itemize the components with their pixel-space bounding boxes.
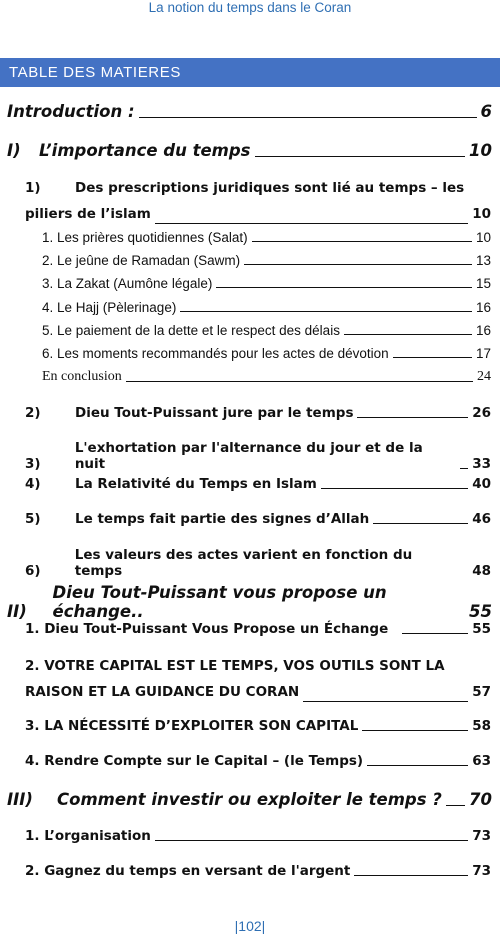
toc-subentry[interactable] — [42, 276, 491, 291]
leader-line — [362, 730, 468, 731]
leader-line — [460, 468, 468, 469]
toc-entry-section-1[interactable] — [7, 141, 492, 160]
toc-banner: TABLE DES MATIERES — [0, 58, 500, 87]
toc-page: 58 — [472, 718, 491, 734]
toc-entry-1-1[interactable] — [25, 175, 491, 227]
leader-line — [393, 357, 472, 358]
toc-page: 63 — [472, 753, 491, 769]
leader-line — [354, 875, 468, 876]
toc-subentry[interactable] — [42, 230, 491, 245]
leader-line — [155, 223, 468, 224]
toc-page: 6 — [480, 102, 492, 121]
toc-label: Introduction : — [7, 102, 135, 121]
toc-page: 33 — [472, 456, 491, 472]
toc-label: 1. L’organisation — [25, 828, 151, 844]
leader-line — [180, 311, 472, 312]
toc-page: 16 — [475, 300, 491, 315]
toc-page: 10 — [475, 230, 491, 245]
toc-page: 73 — [472, 828, 491, 844]
toc-subentry[interactable] — [42, 300, 491, 315]
toc-label: 4. Rendre Compte sur le Capital – (le Temps) — [25, 753, 364, 769]
toc-label-line1: 2. VOTRE CAPITAL EST LE TEMPS, VOS OUTILS SONT LA — [25, 658, 445, 674]
toc-entry-introduction[interactable] — [7, 102, 492, 121]
toc-page: 48 — [472, 563, 491, 579]
toc-label: L’importance du temps — [39, 141, 251, 160]
toc-entry-1-5[interactable] — [25, 511, 491, 527]
leader-line — [446, 805, 465, 806]
toc-label: 3. La Zakat (Aumône légale) — [42, 276, 213, 291]
running-header: La notion du temps dans le Coran — [148, 0, 352, 15]
toc-label: 5. Le paiement de la dette et le respect des délais — [42, 323, 340, 338]
toc-number: II) — [7, 602, 27, 621]
toc-page: 24 — [477, 369, 491, 384]
toc-page: 46 — [472, 511, 491, 527]
leader-line — [344, 334, 472, 335]
leader-line — [139, 117, 477, 118]
leader-line — [367, 765, 468, 766]
leader-line — [373, 523, 468, 524]
toc-label: Le temps fait partie des signes d’Allah — [75, 511, 370, 527]
toc-page: 13 — [475, 253, 491, 268]
toc-label: La Relativité du Temps en Islam — [75, 476, 317, 492]
toc-entry-1-2[interactable] — [25, 405, 491, 421]
toc-subentry[interactable] — [42, 253, 491, 268]
toc-label-line2: RAISON ET LA GUIDANCE DU CORAN — [25, 684, 300, 700]
toc-subentry[interactable] — [42, 346, 491, 361]
toc-number: 5) — [25, 511, 41, 527]
toc-entry-2-1[interactable] — [25, 621, 491, 637]
toc-number: 6) — [25, 563, 41, 579]
leader-line — [357, 417, 468, 418]
toc-entry-2-2[interactable] — [25, 653, 491, 705]
toc-subentry[interactable] — [42, 323, 491, 338]
toc-entry-3-1[interactable] — [25, 828, 491, 844]
toc-page: 26 — [472, 405, 491, 421]
toc-label: 4. Le Hajj (Pèlerinage) — [42, 300, 177, 315]
toc-label: Dieu Tout-Puissant jure par le temps — [75, 405, 354, 421]
leader-line — [252, 241, 472, 242]
toc-label: 3. LA NÉCESSITÉ D’EXPLOITER SON CAPITAL — [25, 718, 359, 734]
toc-label: En conclusion — [42, 369, 122, 384]
toc-label: Les valeurs des actes varient en fonction du temps — [74, 547, 413, 579]
toc-label: 1. Les prières quotidiennes (Salat) — [42, 230, 248, 245]
leader-line — [126, 381, 473, 382]
toc-entry-1-4[interactable] — [25, 476, 491, 492]
toc-number: III) — [7, 790, 33, 809]
toc-page: 55 — [472, 621, 491, 637]
leader-line — [255, 156, 466, 157]
toc-entry-section-3[interactable] — [7, 790, 492, 809]
toc-label: 2. Gagnez du temps en versant de l'argent — [25, 863, 351, 879]
leader-line — [216, 287, 472, 288]
toc-label-line1: Des prescriptions juridiques sont lié au temps – les — [75, 180, 465, 196]
toc-page: 10 — [472, 206, 491, 222]
toc-number: 3) — [25, 456, 41, 472]
toc-number: I) — [7, 141, 21, 160]
leader-line — [402, 633, 468, 634]
toc-entry-1-6[interactable] — [25, 547, 491, 579]
toc-page: 15 — [475, 276, 491, 291]
toc-number: 1) — [25, 180, 41, 196]
toc-page: 70 — [469, 790, 492, 809]
toc-label: 6. Les moments recommandés pour les actes de dévotion — [42, 346, 389, 361]
toc-page: 55 — [469, 602, 492, 621]
toc-label: L'exhortation par l'alternance du jour et de la nuit — [74, 440, 423, 472]
toc-label: 1. Dieu Tout-Puissant Vous Propose un Échange — [25, 621, 389, 637]
leader-line — [303, 701, 468, 702]
toc-number: 4) — [25, 476, 41, 492]
toc-entry-3-2[interactable] — [25, 863, 491, 879]
toc-page: 17 — [475, 346, 491, 361]
toc-label: Dieu Tout-Puissant vous propose un échange.. — [52, 583, 387, 621]
toc-label: 2. Le jeûne de Ramadan (Sawm) — [42, 253, 241, 268]
leader-line — [155, 840, 468, 841]
toc-entry-1-3[interactable] — [25, 440, 491, 472]
toc-subentry[interactable] — [42, 369, 491, 385]
toc-entry-section-2[interactable] — [7, 583, 492, 621]
toc-label-line2: piliers de l’islam — [25, 206, 151, 222]
toc-page: 16 — [475, 323, 491, 338]
leader-line — [244, 264, 472, 265]
toc-page: 57 — [472, 684, 491, 700]
toc-entry-2-4[interactable] — [25, 753, 491, 769]
page-number: |102| — [234, 918, 266, 934]
toc-number: 2) — [25, 405, 41, 421]
toc-page: 73 — [472, 863, 491, 879]
leader-line — [321, 488, 468, 489]
toc-page: 40 — [472, 476, 491, 492]
toc-label: Comment investir ou exploiter le temps ? — [57, 790, 442, 809]
toc-page: 10 — [469, 141, 492, 160]
toc-entry-2-3[interactable] — [25, 718, 491, 734]
